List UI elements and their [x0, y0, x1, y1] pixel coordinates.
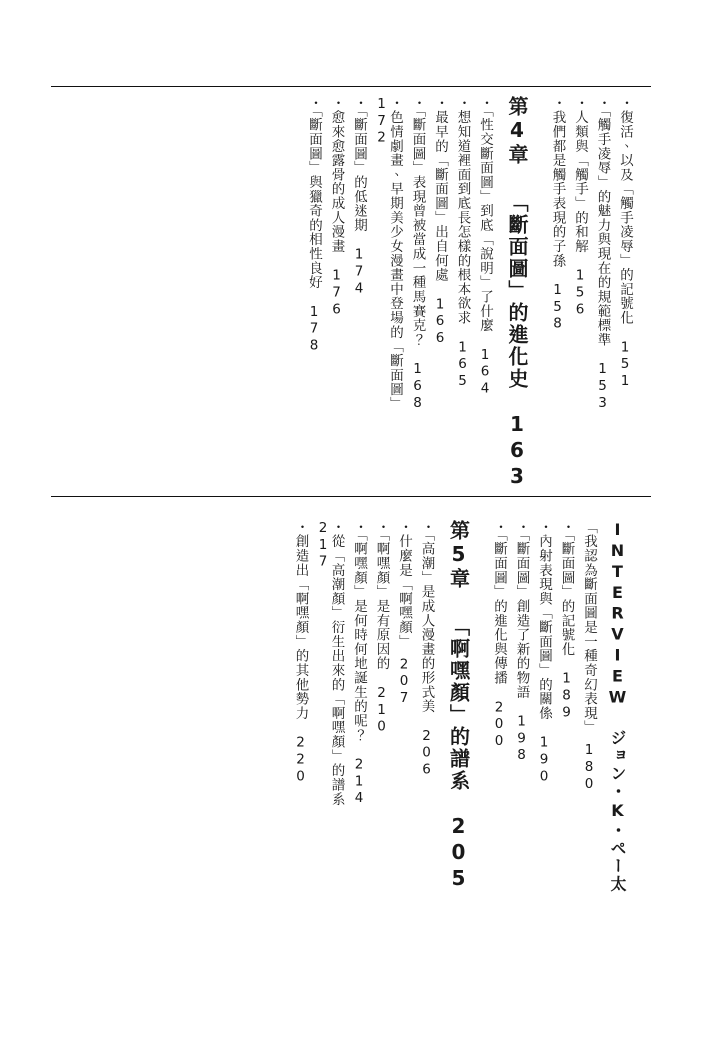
section-divider-bottom: [51, 496, 651, 497]
toc-entry: ・「啊嘿顏」是有原因的 210: [373, 520, 390, 736]
section-divider-top: [51, 86, 651, 87]
toc-entry: ・色情劇畫、早期美少女漫畫中登場的「斷面圖」 172: [373, 96, 403, 419]
toc-entry: ・想知道裡面到底長怎樣的根本欲求 165: [454, 96, 471, 390]
toc-entry: ・內射表現與「斷面圖」的關係 190: [536, 520, 552, 786]
toc-entry: ・創造出「啊嘿顏」的其他勢力 220: [292, 520, 309, 786]
toc-entry: ・我們都是觸手表現的子孫 158: [549, 96, 566, 333]
toc-section-bottom: [284, 520, 631, 900]
toc-entry: ・復活、以及「觸手凌辱」的記號化 151: [617, 96, 633, 390]
toc-entry: ・最早的「斷面圖」出自何處 166: [432, 96, 448, 347]
toc-entry: ・「斷面圖」創造了新的物語 198: [513, 520, 530, 765]
toc-entry: ・「觸手凌辱」的魅力與現在的規範標準 153: [594, 96, 611, 412]
toc-entry: ・什麼是「啊嘿顏」 207: [396, 520, 412, 707]
toc-entry: ・人類與「觸手」的和解 156: [572, 96, 588, 319]
toc-entry: ・「高潮」是成人漫畫的形式美 206: [418, 520, 435, 779]
chapter-heading: 第4章 「斷面圖」的進化史 163: [505, 96, 529, 490]
toc-entry: ・「啊嘿顏」是何時何地誕生的呢？ 214: [351, 520, 367, 807]
toc-entry: ・「斷面圖」表現曾被當成一種馬賽克？ 168: [409, 96, 426, 412]
toc-entry: ・「斷面圖」的記號化 189: [558, 520, 575, 722]
toc-section-top: [298, 96, 633, 490]
chapter-heading: 第5章 「啊嘿顏」的譜系 205: [446, 520, 471, 892]
toc-entry: ・「斷面圖」與獵奇的相性良好 178: [306, 96, 322, 355]
toc-entry: ・「斷面圖」的低迷期 174: [351, 96, 367, 298]
toc-entry: ・「性交斷面圖」到底「說明」了什麼 164: [477, 96, 493, 398]
toc-entry: ・「斷面圖」的進化與傳播 200: [491, 520, 507, 750]
interview-heading: INTERVIEW ジョン・K・ペー太: [608, 520, 627, 894]
toc-entry: ・從「高潮顏」衍生出來的「啊嘿顏」的譜系 217: [315, 520, 345, 821]
interview-subtitle: 「我認為斷面圖是一種奇幻表現」 180: [581, 520, 597, 793]
toc-entry: ・愈來愈露骨的成人漫畫 176: [328, 96, 345, 319]
